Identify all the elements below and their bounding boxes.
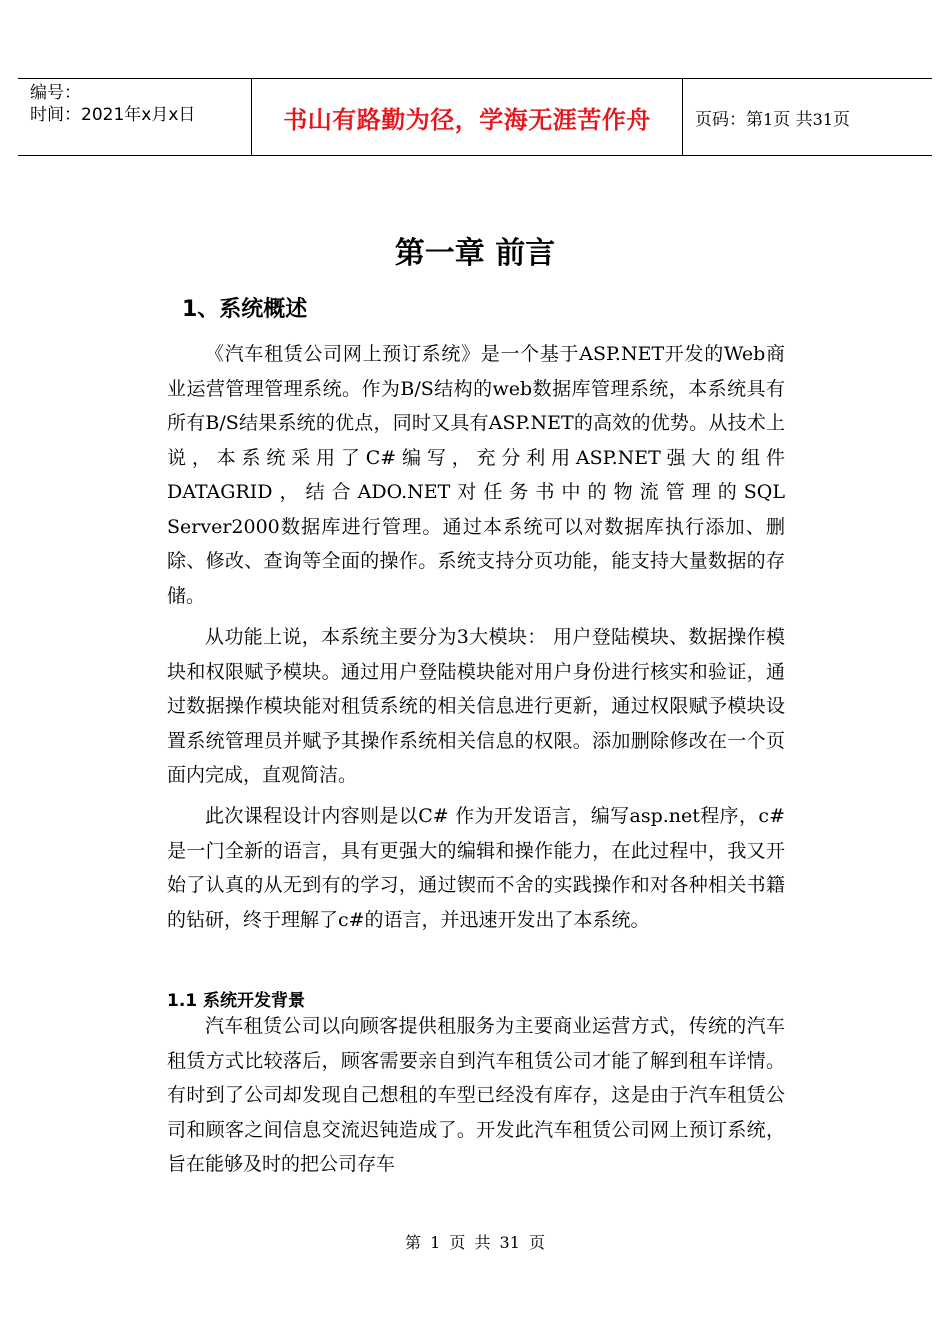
header-motto: 书山有路勤为径，学海无涯苦作舟 <box>283 105 651 134</box>
page-header <box>18 78 932 156</box>
page-footer: 第 1 页 共 31 页 <box>405 1233 545 1252</box>
header-page-indicator <box>683 105 932 130</box>
document-number-label: 编号： <box>30 83 81 103</box>
page-total: 31 <box>812 109 833 129</box>
header-meta-cell <box>18 79 252 156</box>
paragraph-functions: 从功能上说，本系统主要分为3大模块： 用户登陆模块、数据操作模块和权限赋予模块。通过用户登陆模块能对用户身份进行核实和验证，通过数据操作模块能对租赁系统的相关信息进行更新，通过权限赋予模块设置系统管理员并赋予其操作系统相关信息的权限。添加删除修改在一个页面内完成，直观简洁。 <box>167 626 785 786</box>
subsection-title: 1.1 系统开发背景 <box>167 991 306 1011</box>
header-motto-cell <box>252 79 683 156</box>
page-mid-label: 页 共 <box>773 109 813 130</box>
chapter-title: 第一章 前言 <box>394 236 556 271</box>
page-number: 1 <box>763 109 774 129</box>
body-block-2 <box>167 620 785 793</box>
paragraph-background: 汽车租赁公司以向顾客提供租服务为主要商业运营方式，传统的汽车租赁方式比较落后，顾客需要亲自到汽车租赁公司才能了解到租车详情。有时到了公司却发现自己想租的车型已经没有库存，这是由于汽车租赁公司和顾客之间信息交流迟钝造成了。开发此汽车租赁公司网上预订系统，旨在能够及时的把公司存车 <box>167 1015 785 1175</box>
page-label: 页码：第 <box>695 109 763 130</box>
page-end-label: 页 <box>832 109 850 130</box>
body-block-3 <box>167 799 785 937</box>
document-time-label: 时间：2021年x月x日 <box>30 105 196 125</box>
body-block-4 <box>167 1009 785 1182</box>
body-block-1 <box>167 337 785 613</box>
paragraph-overview: 《汽车租赁公司网上预订系统》是一个基于ASP.NET开发的Web商业运营管理管理系统。作为B/S结构的web数据库管理系统，本系统具有所有B/S结果系统的优点，同时又具有ASP.NET的高效的优势。从技术上说，本系统采用了C#编写，充分利用ASP.NET强大的组件DATAGRID，结合ADO.NET对任务书中的物流管理的SQL Server2000数据库进行管理。通过本系统可以对数据库执行添加、删除、修改、查询等全面的操作。系统支持分页功能，能支持大量数据的存储。 <box>167 343 785 607</box>
paragraph-course-design: 此次课程设计内容则是以C# 作为开发语言，编写asp.net程序，c#是一门全新的语言，具有更强大的编辑和操作能力，在此过程中，我又开始了认真的从无到有的学习，通过锲而不舍的实践操作和对各种相关书籍的钻研，终于理解了c#的语言，并迅速开发出了本系统。 <box>167 805 785 931</box>
section-title: 1、系统概述 <box>182 297 308 322</box>
header-page-cell <box>683 79 933 156</box>
